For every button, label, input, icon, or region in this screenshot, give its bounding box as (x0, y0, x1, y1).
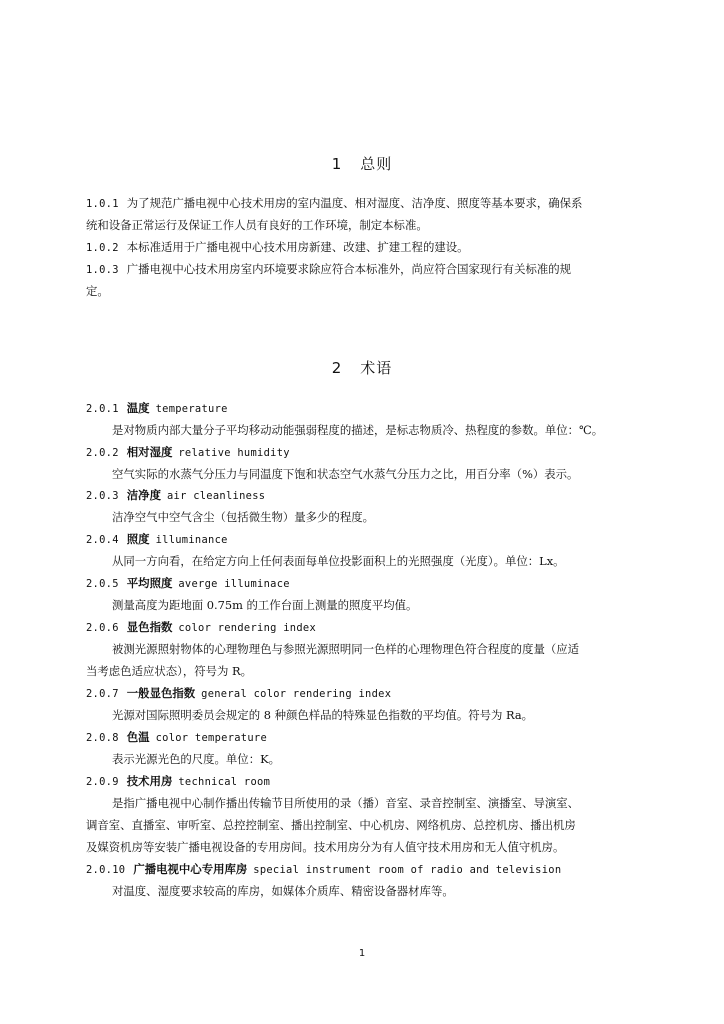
term-en: color rendering index (178, 622, 317, 634)
term-code: 2.0.1 (86, 403, 119, 415)
term-cn: 平均照度 (126, 576, 173, 590)
term-2-0-9 (86, 773, 642, 790)
clause-text: 本标准适用于广播电视中心技术用房新建、改建、扩建工程的建设。 (126, 240, 469, 254)
term-2-0-7 (86, 685, 642, 702)
term-definition: 从同一方向看，在给定方向上任何表面每单位投影面积上的光照强度（光度）。单位：Lx。 (112, 554, 565, 568)
term-en: air cleanliness (166, 490, 266, 502)
term-cn: 一般显色指数 (126, 686, 196, 700)
term-cn: 技术用房 (126, 774, 173, 788)
term-en: averge illuminace (178, 578, 290, 590)
term-2-0-10 (86, 861, 642, 878)
clause-1-0-1-cont: 统和设备正常运行及保证工作人员有良好的工作环境，制定本标准。 (86, 218, 428, 232)
chapter-1-heading (0, 153, 724, 174)
term-cn: 洁净度 (126, 488, 161, 502)
term-cn: 色温 (126, 730, 150, 744)
term-definition-cont: 调音室、直播室、审听室、总控控制室、播出控制室、中心机房、网络机房、总控机房、播出机房 (86, 818, 576, 832)
term-code: 2.0.5 (86, 578, 119, 590)
term-definition: 光源对国际照明委员会规定的 8 种颜色样品的特殊显色指数的平均值。符号为 Ra。 (112, 708, 534, 722)
term-en: relative humidity (178, 447, 290, 459)
chapter-1-title: 总则 (360, 155, 393, 173)
term-code: 2.0.8 (86, 732, 119, 744)
term-2-0-4 (86, 531, 642, 548)
clause-1-0-3 (86, 261, 642, 278)
term-2-0-8 (86, 729, 642, 746)
chapter-1-number: 1 (331, 155, 343, 173)
term-definition: 洁净空气中空气含尘（包括微生物）量多少的程度。 (112, 510, 374, 524)
clause-1-0-1 (86, 195, 642, 212)
clause-1-0-3-cont: 定。 (86, 284, 109, 298)
term-en: temperature (155, 403, 228, 415)
term-en: illuminance (155, 534, 228, 546)
term-code: 2.0.9 (86, 776, 119, 788)
page-number: 1 (358, 948, 366, 959)
term-cn: 相对湿度 (126, 445, 173, 459)
clause-code: 1.0.1 (86, 198, 119, 210)
term-en: color temperature (155, 732, 268, 744)
term-cn: 温度 (126, 401, 150, 415)
term-cn: 显色指数 (126, 620, 173, 634)
term-2-0-6 (86, 619, 642, 636)
term-definition: 是对物质内部大量分子平均移动动能强弱程度的描述，是标志物质冷、热程度的参数。单位：℃。 (112, 423, 604, 437)
term-cn: 广播电视中心专用库房 (133, 862, 248, 876)
term-code: 2.0.6 (86, 622, 119, 634)
term-2-0-2 (86, 444, 642, 461)
term-en: technical room (178, 776, 271, 788)
term-en: general color rendering index (201, 688, 392, 700)
chapter-2-title: 术语 (360, 359, 393, 377)
clause-text: 为了规范广播电视中心技术用房的室内温度、相对湿度、洁净度、照度等基本要求，确保系 (126, 196, 583, 210)
term-code: 2.0.7 (86, 688, 119, 700)
term-2-0-1 (86, 400, 642, 417)
term-definition: 空气实际的水蒸气分压力与同温度下饱和状态空气水蒸气分压力之比，用百分率（%）表示。 (112, 467, 579, 481)
term-definition: 表示光源光色的尺度。单位：K。 (112, 752, 280, 766)
clause-code: 1.0.3 (86, 264, 119, 276)
term-cn: 照度 (126, 532, 150, 546)
term-code: 2.0.2 (86, 447, 119, 459)
clause-1-0-2 (86, 239, 642, 256)
chapter-2-number: 2 (331, 359, 343, 377)
clause-text: 广播电视中心技术用房室内环境要求除应符合本标准外，尚应符合国家现行有关标准的规 (126, 262, 572, 276)
term-code: 2.0.4 (86, 534, 119, 546)
term-definition: 测量高度为距地面 0.75m 的工作台面上测量的照度平均值。 (112, 598, 418, 612)
term-code: 2.0.10 (86, 864, 126, 876)
term-code: 2.0.3 (86, 490, 119, 502)
term-definition-cont: 及媒资机房等安装广播电视设备的专用房间。技术用房分为有人值守技术用房和无人值守机房。 (86, 840, 565, 854)
term-2-0-3 (86, 487, 642, 504)
clause-code: 1.0.2 (86, 242, 119, 254)
term-definition: 是指广播电视中心制作播出传输节目所使用的录（播）音室、录音控制室、演播室、导演室、 (112, 796, 580, 810)
term-definition: 被测光源照射物体的心理物理色与参照光源照明同一色样的心理物理色符合程度的度量（应适 (112, 642, 580, 656)
chapter-2-heading (0, 357, 724, 378)
term-definition: 对温度、湿度要求较高的库房，如媒体介质库、精密设备器材库等。 (112, 884, 454, 898)
term-definition-cont: 当考虑色适应状态），符号为 R。 (86, 664, 252, 678)
term-2-0-5 (86, 575, 642, 592)
term-en: special instrument room of radio and television (253, 864, 562, 876)
